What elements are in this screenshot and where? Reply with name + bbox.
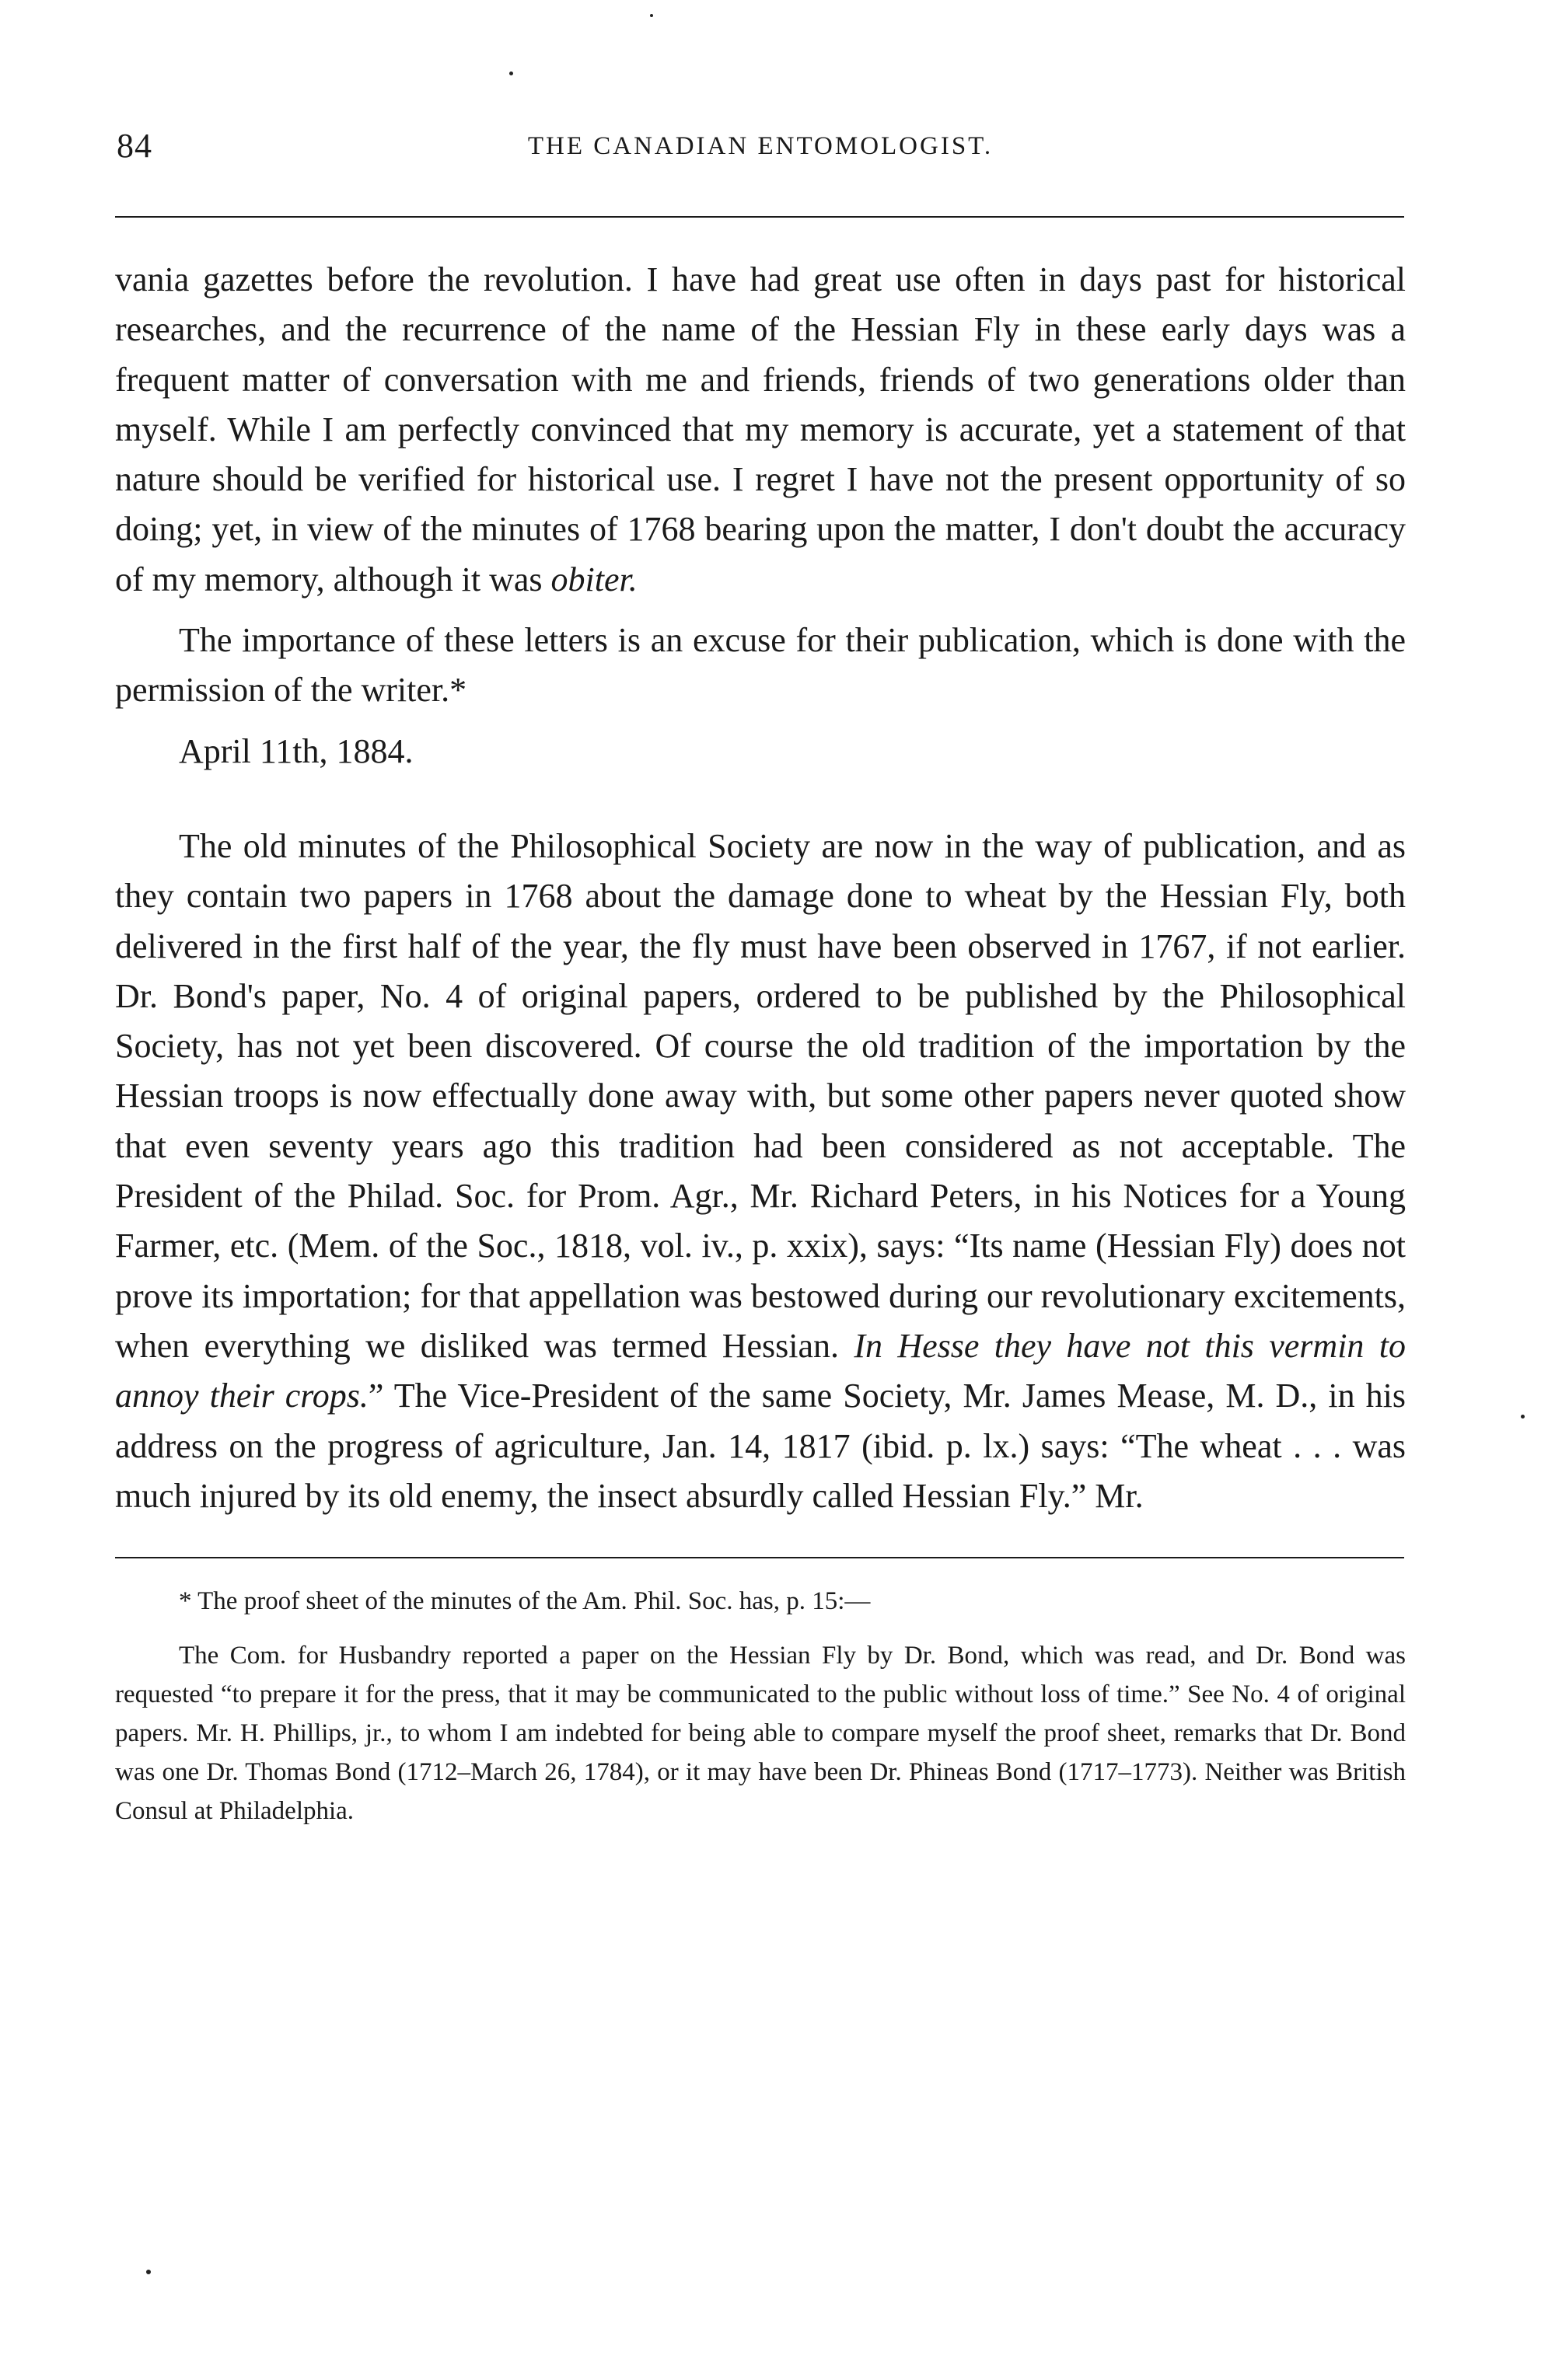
header-rule — [115, 216, 1404, 218]
footnote-body: The Com. for Husbandry reported a paper on the Hessian Fly by Dr. Bond, which was read, and Dr. Bond was requested “to prepare it for the press, that it may be communicated to the public without loss of time.” See No. 4 of original papers. Mr. H. Phillips, jr., to whom I am indebted for being able to compare myself the proof sheet, remarks that Dr. Bond was one Dr. Thomas Bond (1712–March 26, 1784), or it may have been Dr. Phineas Bond (1717–1773). Neither was British Consul at Philadelphia. — [115, 1642, 1406, 1825]
paragraph-old-minutes — [115, 822, 1406, 1521]
body-text — [115, 255, 1406, 1521]
paragraph-continued-text: vania gazettes before the revolution. I have had great use often in days past for historical researches, and the recurrence of the name of the Hessian Fly in these early days was a frequent matter of conversation with me and friends, friends of two generations older than myself. While I am perfectly convinced that my memory is accurate, yet a statement of that nature should be verified for historical use. I regret I have not the present opportunity of so doing; yet, in view of the minutes of 1768 bearing upon the matter, I don't doubt the accuracy of my memory, although it was — [115, 260, 1406, 598]
scan-speck-top — [650, 14, 653, 17]
italic-obiter: obiter. — [550, 560, 638, 598]
footnote-rule — [115, 1557, 1404, 1558]
footnotes — [115, 1582, 1406, 1830]
footnote-marker-line: * The proof sheet of the minutes of the Am. Phil. Soc. has, p. 15:— — [179, 1587, 871, 1615]
scan-speck-top-right — [509, 72, 513, 75]
paragraph-importance: The importance of these letters is an excuse for their publication, which is done with the permission of the writer.* — [115, 621, 1406, 710]
dateline: April 11th, 1884. — [179, 731, 414, 770]
scan-speck-bottom — [146, 2270, 151, 2274]
scan-speck-margin — [1521, 1415, 1525, 1419]
paragraph-continued — [115, 255, 1406, 605]
page-number: 84 — [117, 127, 152, 165]
italic-quote-hesse: In Hesse they have not this vermin to annoy their crops. — [115, 1326, 1406, 1415]
journal-title: THE CANADIAN ENTOMOLOGIST. — [527, 132, 994, 160]
running-head — [115, 126, 1406, 180]
paragraph-old-minutes-text-a: The old minutes of the Philosophical Society are now in the way of publication, and as they contain two papers in 1768 about the damage done to wheat by the Hessian Fly, both delivered in the first half of the year, the fly must have been observed in 1767, if not earlier. Dr. Bond's paper, No. 4 of original papers, ordered to be published by the Philosophical Society, has not yet been discovered. Of course the old tradition of the importation by the Hessian troops is now effectually done away with, but some other papers never quoted show that even seventy years ago this tradition had been considered as not acceptable. The President of the Philad. Soc. for Prom. Agr., Mr. Richard Peters, in his Notices for a Young Farmer, etc. (Mem. of the Soc., 1818, vol. iv., p. xxix), says: “Its name (Hessian Fly) does not prove its importation; for that appellation was bestowed during our revolutionary excitements, when everything we disliked was termed Hessian. — [115, 826, 1406, 1365]
paragraph-old-minutes-text-b: ” The Vice-President of the same Society, Mr. James Mease, M. D., in his address on the progress of agriculture, Jan. 14, 1817 (ibid. p. lx.) says: “The wheat . . . was much injured by its old enemy, the insect absurdly called Hessian Fly.” Mr. — [115, 1377, 1406, 1515]
